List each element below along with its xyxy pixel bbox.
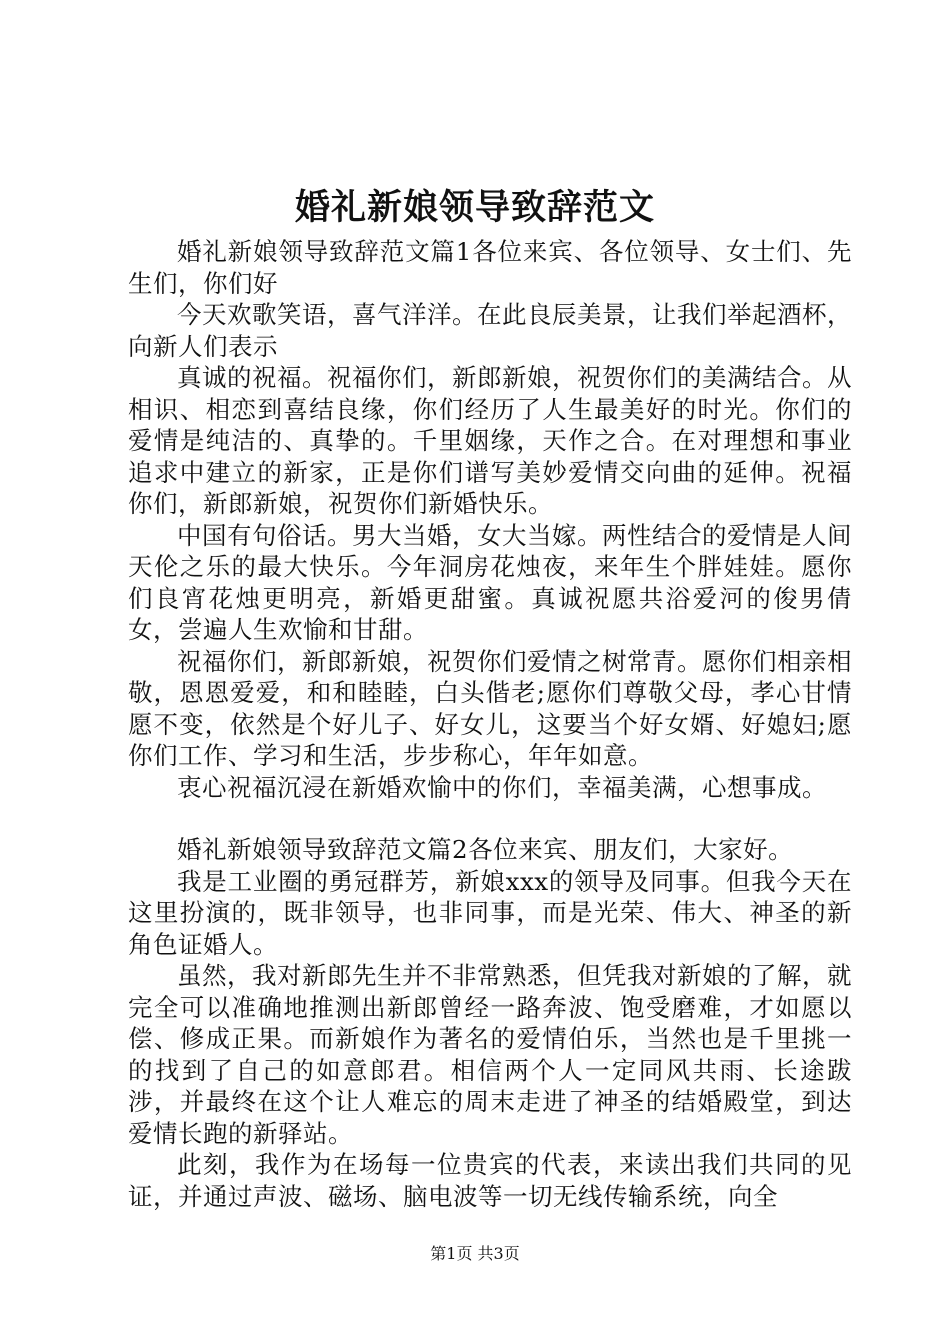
paragraph: 虽然，我对新郎先生并不非常熟悉，但凭我对新娘的了解，就完全可以准确地推测出新郎曾经一路奔波、饱受磨难，才如愿以偿、修成正果。而新娘作为著名的爱情伯乐，当然也是千里挑一的找到了自己的如意郎君。相信两个人一定同风共雨、长途跋涉，并最终在这个让人难忘的周末走进了神圣的结婚殿堂，到达爱情长跑的新驿站。 [128, 961, 852, 1148]
paragraph: 此刻，我作为在场每一位贵宾的代表，来读出我们共同的见证，并通过声波、磁场、脑电波等一切无线传输系统，向全 [128, 1150, 852, 1211]
document-body [128, 236, 852, 1212]
paragraph: 今天欢歌笑语，喜气洋洋。在此良辰美景，让我们举起酒杯，向新人们表示 [128, 300, 852, 361]
paragraph: 衷心祝福沉浸在新婚欢愉中的你们，幸福美满，心想事成。 [177, 772, 827, 802]
paragraph: 祝福你们，新郎新娘，祝贺你们爱情之树常青。愿你们相亲相敬，恩恩爱爱，和和睦睦，白头偕老;愿你们尊敬父母，孝心甘情愿不变，依然是个好儿子、好女儿，这要当个好女婿、好媳妇;愿你们工作、学习和生活，步步称心，年年如意。 [128, 646, 852, 770]
paragraph: 我是工业圈的勇冠群芳，新娘xxx的领导及同事。但我今天在这里扮演的，既非领导，也非同事，而是光荣、伟大、神圣的新角色证婚人。 [128, 866, 852, 959]
page-footer: 第1页 共3页 [430, 1244, 520, 1263]
paragraph: 婚礼新娘领导致辞范文篇1各位来宾、各位领导、女士们、先生们，你们好 [128, 237, 852, 298]
document-title: 婚礼新娘领导致辞范文 [294, 187, 655, 228]
paragraph: 中国有句俗话。男大当婚，女大当嫁。两性结合的爱情是人间天伦之乐的最大快乐。今年洞房花烛夜，来年生个胖娃娃。愿你们良宵花烛更明亮，新婚更甜蜜。真诚祝愿共浴爱河的俊男倩女，尝遍人生欢愉和甘甜。 [128, 520, 852, 644]
paragraph: 真诚的祝福。祝福你们，新郎新娘，祝贺你们的美满结合。从相识、相恋到喜结良缘，你们经历了人生最美好的时光。你们的爱情是纯洁的、真挚的。千里姻缘，天作之合。在对理想和事业追求中建立的新家，正是你们谱写美妙爱情交向曲的延伸。祝福你们，新郎新娘，祝贺你们新婚快乐。 [128, 363, 852, 518]
paragraph: 婚礼新娘领导致辞范文篇2各位来宾、朋友们，大家好。 [177, 835, 794, 864]
section-gap [128, 803, 852, 834]
